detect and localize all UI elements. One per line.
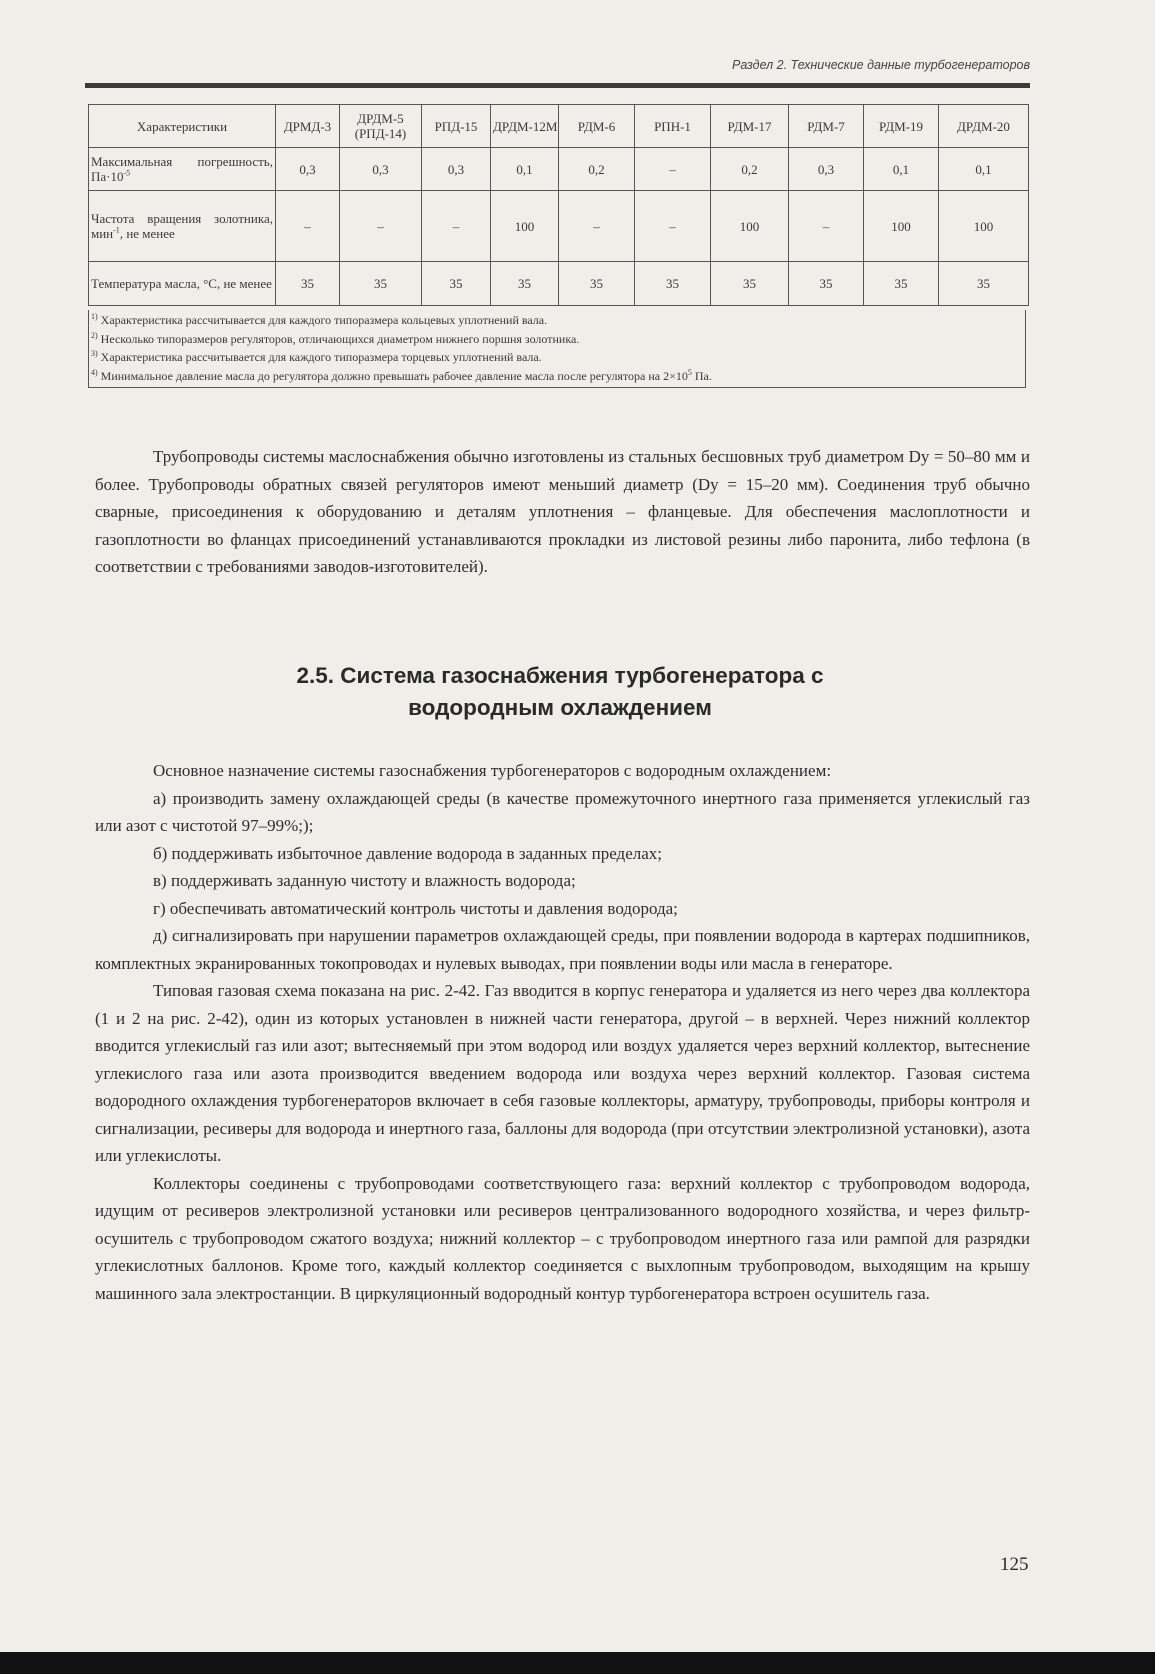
table-row bbox=[89, 148, 1029, 191]
table-header-cell: ДРДМ-20 bbox=[939, 105, 1029, 148]
header-rule bbox=[85, 83, 1030, 88]
table-header-cell: РДМ-6 bbox=[559, 105, 635, 148]
list-item: а) производить замену охлаждающей среды (в качестве промежуточного инертного газа применяется углекислый газ или азот с чистотой 97–99%;); bbox=[95, 788, 1030, 835]
table-cell: – bbox=[789, 191, 864, 262]
footnote-sup: 5 bbox=[687, 367, 692, 377]
table-cell: – bbox=[635, 191, 711, 262]
row-label bbox=[89, 262, 276, 306]
table-cell: 0,3 bbox=[276, 148, 340, 191]
footnote-tail: Па. bbox=[691, 368, 712, 383]
table-cell: 100 bbox=[711, 191, 789, 262]
table-cell: 100 bbox=[491, 191, 559, 262]
table-cell: 0,3 bbox=[422, 148, 491, 191]
table-cell: 0,1 bbox=[939, 148, 1029, 191]
table-cell: 35 bbox=[711, 262, 789, 306]
table-row bbox=[89, 191, 1029, 262]
table-row bbox=[89, 262, 1029, 306]
table-cell: 35 bbox=[864, 262, 939, 306]
row-label-text: Частота вращения золотника, мин bbox=[91, 211, 273, 241]
page-number: 125 bbox=[1000, 1554, 1029, 1575]
footnote-mark: 3) bbox=[91, 349, 98, 358]
table-cell: 35 bbox=[635, 262, 711, 306]
table-cell: – bbox=[635, 148, 711, 191]
row-label-text: Температура масла, °С, не менее bbox=[91, 276, 272, 291]
footnote bbox=[91, 348, 1023, 367]
running-header: Раздел 2. Технические данные турбогенераторов bbox=[732, 58, 1030, 72]
footnote-text: Минимальное давление масла до регулятора должно превышать рабочее давление масла после регулятора на 2×10 bbox=[100, 368, 688, 383]
table-header-cell: ДРДМ-12М bbox=[491, 105, 559, 148]
table-cell: 35 bbox=[939, 262, 1029, 306]
footnote bbox=[91, 367, 1023, 386]
table-cell: 0,1 bbox=[864, 148, 939, 191]
row-label-sup: -5 bbox=[123, 168, 131, 178]
table-cell: – bbox=[559, 191, 635, 262]
footnote-mark: 4) bbox=[91, 367, 98, 377]
table-cell: – bbox=[422, 191, 491, 262]
list-item: д) сигнализировать при нарушении параметров охлаждающей среды, при появлении водорода в картерах подшипников, комплектных экранированных токопроводах и нулевых выводах, при появлении воды или масла в генераторе. bbox=[95, 926, 1030, 973]
regulator-spec-table bbox=[88, 104, 1029, 306]
table-cell: – bbox=[340, 191, 422, 262]
section-heading bbox=[200, 660, 920, 724]
table-cell: 100 bbox=[939, 191, 1029, 262]
list-item: в) поддерживать заданную чистоту и влажность водорода; bbox=[153, 871, 576, 890]
table-header-cell: РПН-1 bbox=[635, 105, 711, 148]
row-label bbox=[89, 191, 276, 262]
footnote-text: Характеристика рассчитывается для каждого типоразмера кольцевых уплотнений вала. bbox=[100, 313, 548, 327]
row-label-tail: , не менее bbox=[119, 226, 175, 241]
purpose-block bbox=[95, 757, 1030, 1307]
list-item: г) обеспечивать автоматический контроль чистоты и давления водорода; bbox=[153, 898, 678, 918]
table-cell: 0,3 bbox=[340, 148, 422, 191]
table-header-cell: РПД-15 bbox=[422, 105, 491, 148]
table-cell: 0,3 bbox=[789, 148, 864, 191]
footnote bbox=[91, 330, 1023, 349]
table-cell: 35 bbox=[340, 262, 422, 306]
table-header-cell: РДМ-17 bbox=[711, 105, 789, 148]
table-header-cell: ДРДМ-5 (РПД-14) bbox=[340, 105, 422, 148]
table-cell: 35 bbox=[789, 262, 864, 306]
paragraph-scheme: Типовая газовая схема показана на рис. 2-42. Газ вводится в корпус генератора и удаляется из него через два коллектора (1 и 2 на рис. 2-42), один из которых установлен в нижней части генератора, другой – в верхней. Через нижний коллектор вводится углекислый газ или азот; вытесняемый при этом водород или воздух удаляется через верхний коллектор, вытеснение углекислого газа или азота производится введением водорода или воздуха через верхний коллектор. Газовая система водородного охлаждения турбогенераторов включает в себя газовые коллекторы, арматуру, трубопроводы, приборы контроля и сигнализации, ресиверы для водорода и инертного газа, баллоны для водорода (при отсутствии электролизной установки), азота или углекислоты. bbox=[95, 981, 1030, 1165]
footnote-text: Несколько типоразмеров регуляторов, отличающихся диаметром нижнего поршня золотника. bbox=[100, 331, 580, 346]
table-header-cell: РДМ-7 bbox=[789, 105, 864, 148]
section-heading-line: 2.5. Система газоснабжения турбогенератора с bbox=[296, 663, 824, 688]
list-item: б) поддерживать избыточное давление водорода в заданных пределах; bbox=[153, 843, 663, 863]
row-label-text: Максимальная погрешность, Па·10 bbox=[91, 154, 273, 184]
table-header-row bbox=[89, 105, 1029, 148]
row-label bbox=[89, 148, 276, 191]
table-footnotes bbox=[88, 310, 1026, 388]
table-header-cell: РДМ-19 bbox=[864, 105, 939, 148]
table-header-cell: ДРМД-3 bbox=[276, 105, 340, 148]
table-cell: 0,2 bbox=[711, 148, 789, 191]
table-cell: 35 bbox=[422, 262, 491, 306]
scan-border bbox=[0, 1652, 1155, 1674]
paragraph-purpose-intro: Основное назначение системы газоснабжения турбогенераторов с водородным охлаждением: bbox=[153, 761, 832, 780]
footnote-mark: 2) bbox=[91, 330, 98, 340]
table-cell: 35 bbox=[559, 262, 635, 306]
footnote-mark: 1) bbox=[91, 312, 98, 321]
table-cell: 0,1 bbox=[491, 148, 559, 191]
footnote bbox=[91, 311, 1023, 330]
footnote-text: Характеристика рассчитывается для каждого типоразмера торцевых уплотнений вала. bbox=[100, 350, 542, 364]
table-cell: 35 bbox=[276, 262, 340, 306]
table-cell: – bbox=[276, 191, 340, 262]
table-cell: 100 bbox=[864, 191, 939, 262]
section-heading-line: водородным охлаждением bbox=[408, 695, 712, 720]
table-header-cell: Характеристики bbox=[89, 105, 276, 148]
row-label-sup: -1 bbox=[113, 225, 120, 235]
table-cell: 0,2 bbox=[559, 148, 635, 191]
paragraph-pipes: Трубопроводы системы маслоснабжения обычно изготовлены из стальных бесшовных труб диаметром Dу = 50–80 мм и более. Трубопроводы обратных связей регуляторов имеют меньший диаметр (Dу = 15–20 мм). Соединения труб обычно сварные, присоединения к оборудованию и деталям уплотнения – фланцевые. Для обеспечения маслоплотности и газоплотности во фланцах присоединений устанавливаются прокладки из листовой резины либо паронита, либо тефлона (в соответствии с требованиями заводов-изготовителей). bbox=[95, 447, 1030, 576]
table-cell: 35 bbox=[491, 262, 559, 306]
paragraph-collectors: Коллекторы соединены с трубопроводами соответствующего газа: верхний коллектор с трубопроводом водорода, идущим от ресиверов электролизной установки или ресиверов централизованного водородного хозяйства, и через фильтр-осушитель с трубопроводом сжатого воздуха; нижний коллектор – с трубопроводом инертного газа или рампой для разрядки углекислотных баллонов. Кроме того, каждый коллектор соединяется с выхлопным трубопроводом, выходящим на крышу машинного зала электростанции. В циркуляционный водородный контур турбогенератора встроен осушитель газа. bbox=[95, 1173, 1030, 1303]
